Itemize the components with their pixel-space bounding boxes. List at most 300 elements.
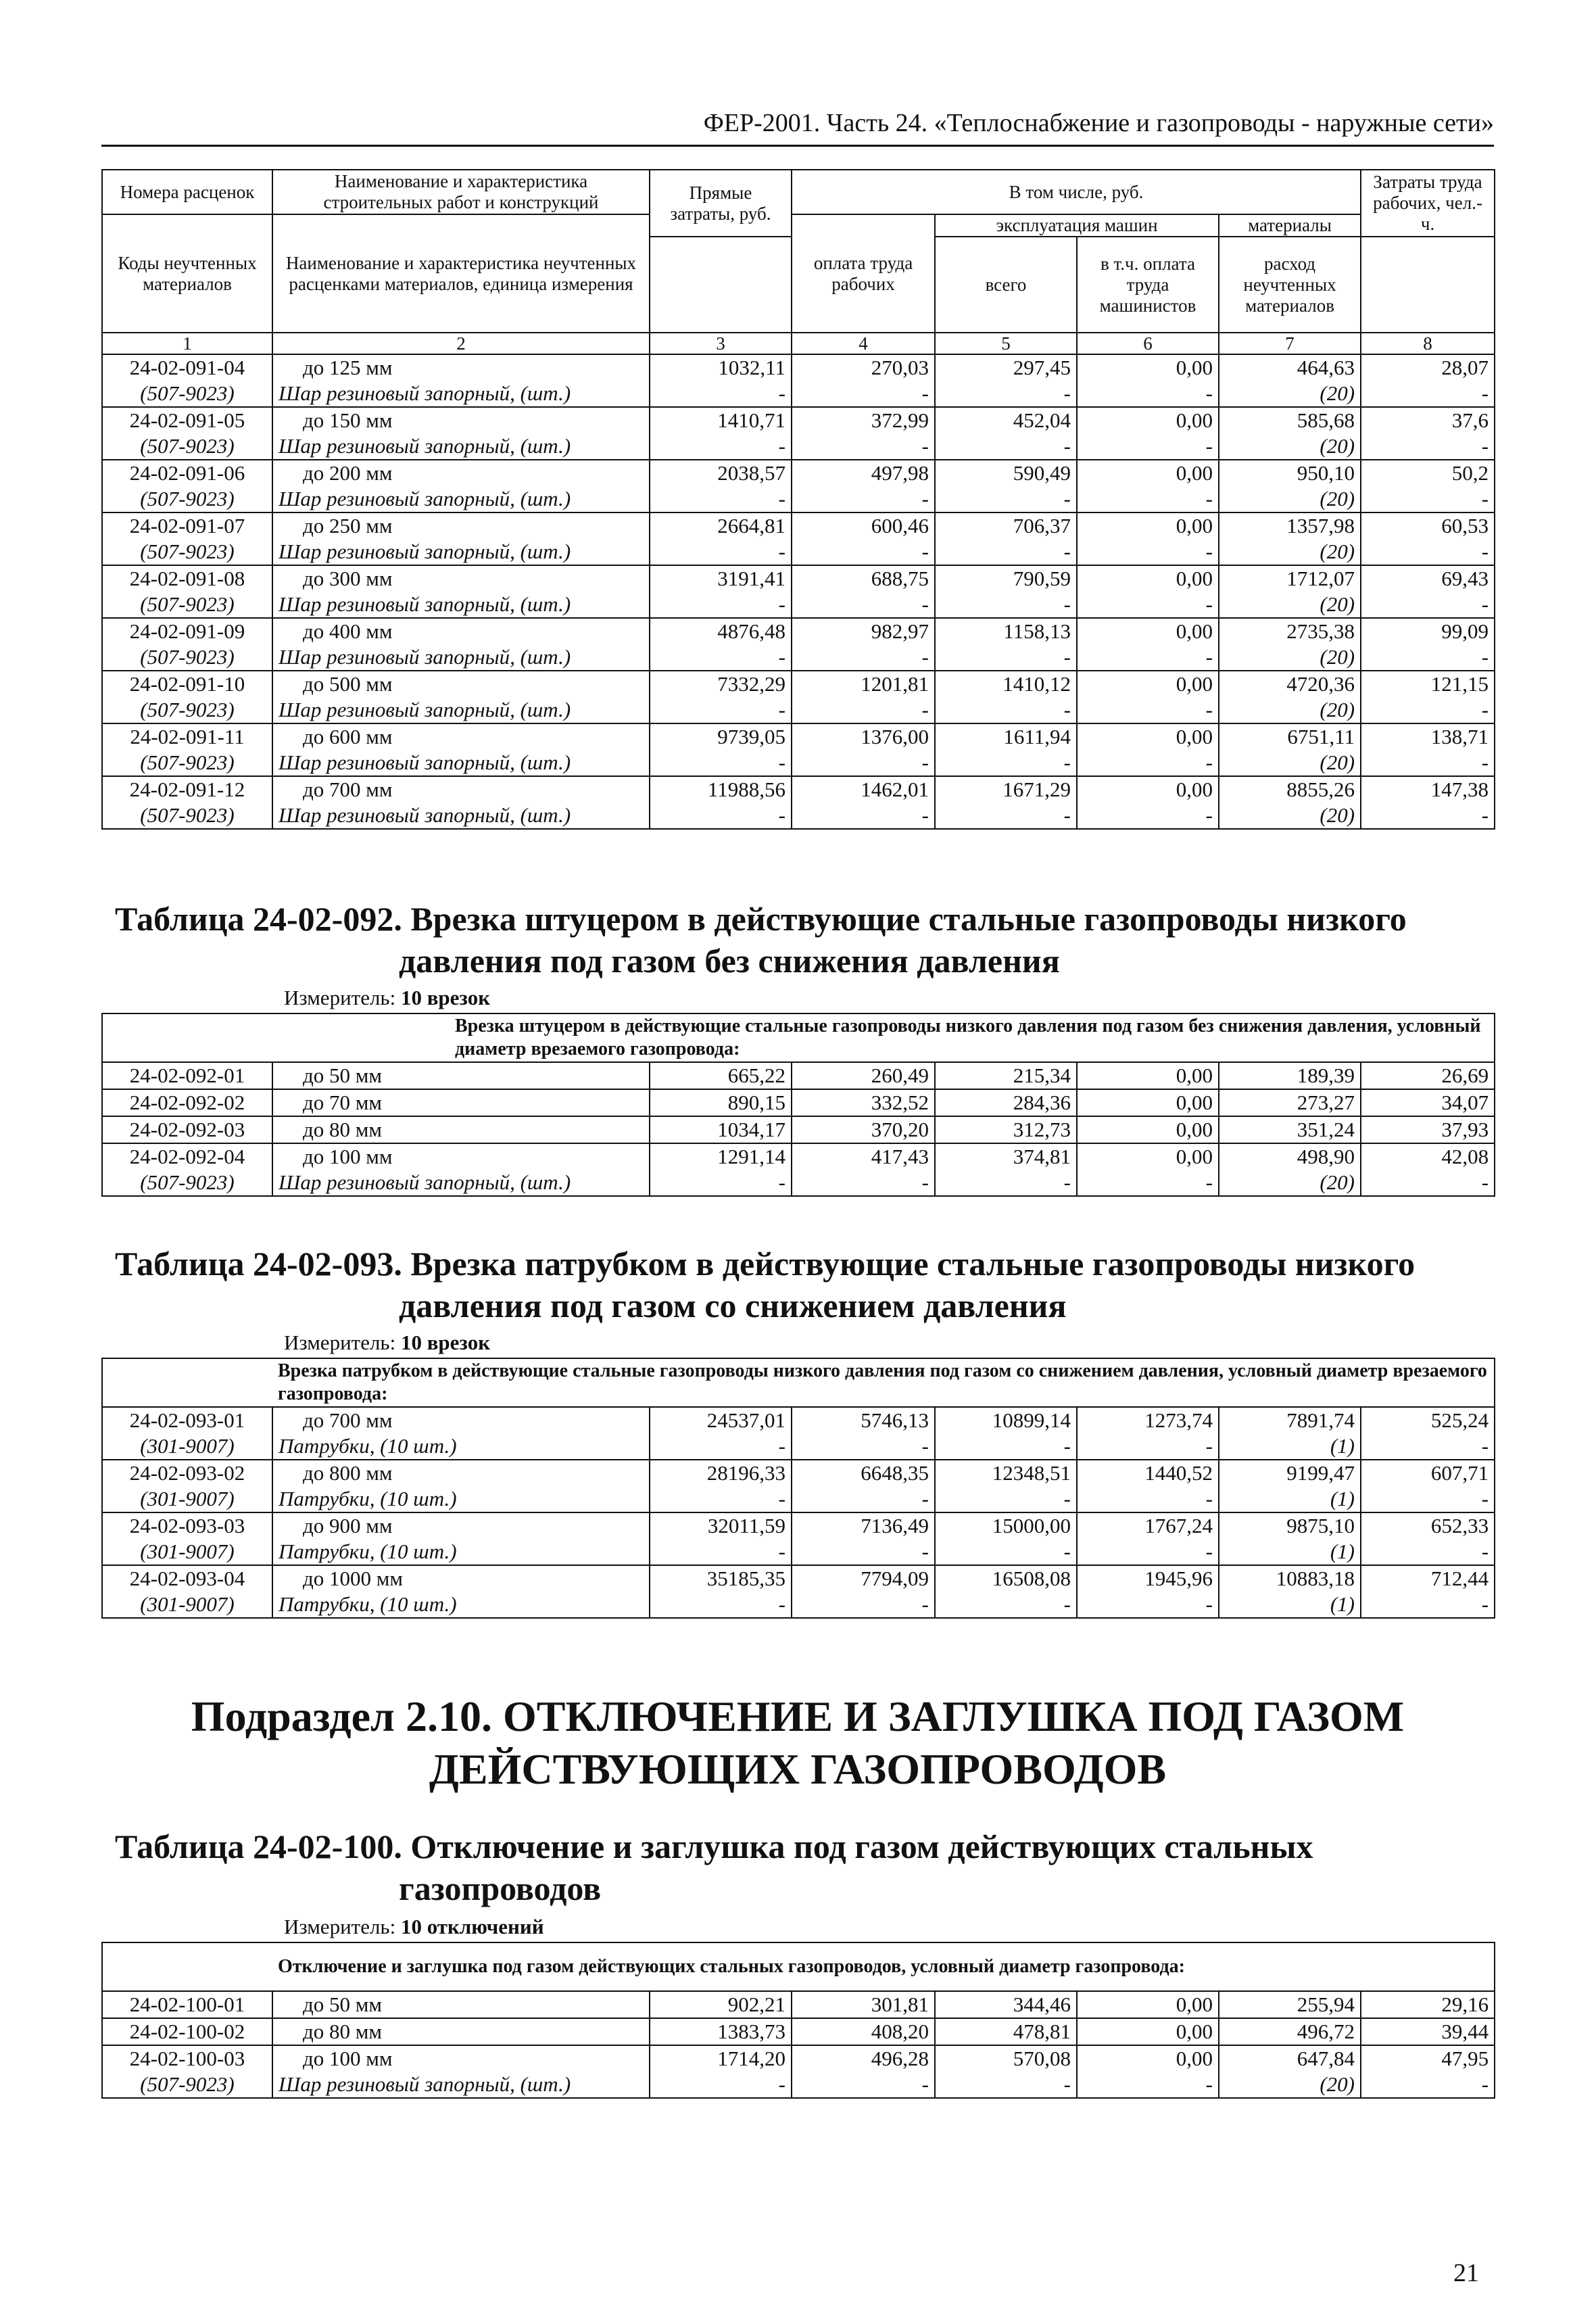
machinist-pay: 0,00 (1077, 1143, 1219, 1170)
dash-cell: - (1077, 697, 1219, 723)
labor-pay: 332,52 (792, 1089, 935, 1116)
meter-100 (284, 1915, 544, 1939)
table-row (102, 1143, 1495, 1170)
dash-cell: - (1361, 1486, 1495, 1512)
table-title-line: давления под газом со снижением давления (399, 1287, 1067, 1324)
col-number: 5 (935, 333, 1077, 354)
labor-pay: 417,43 (792, 1143, 935, 1170)
labor-hours: 37,6 (1361, 407, 1495, 433)
section-description: Отключение и заглушка под газом действующих стальных газопроводов, условный диаметр газопровода: (278, 1956, 1185, 1977)
meter-value: 10 врезок (400, 1331, 491, 1354)
machinist-pay: 0,00 (1077, 2018, 1219, 2045)
subsection-heading (101, 1690, 1494, 1796)
rate-code: 24-02-091-08 (102, 565, 272, 592)
dash-cell: - (650, 697, 792, 723)
meter-value: 10 отключений (400, 1915, 544, 1938)
material-qty: (20) (1219, 381, 1361, 407)
material-row (102, 1486, 1495, 1512)
materials-cost: 2735,38 (1219, 618, 1361, 644)
materials-cost: 351,24 (1219, 1116, 1361, 1143)
dash-cell: - (935, 1539, 1077, 1565)
work-name: до 1000 мм (272, 1565, 650, 1592)
labor-hours: 652,33 (1361, 1512, 1495, 1539)
rate-code: 24-02-091-07 (102, 512, 272, 539)
col-number: 7 (1219, 333, 1361, 354)
material-code: (507-9023) (102, 1170, 272, 1196)
materials-cost: 498,90 (1219, 1143, 1361, 1170)
materials-cost: 9875,10 (1219, 1512, 1361, 1539)
direct-costs: 9739,05 (650, 723, 792, 750)
dash-cell: - (650, 803, 792, 829)
header-name-bottom: Наименование и характеристика неучтенных расценками материалов, единица измерения (272, 214, 650, 333)
labor-hours: 47,95 (1361, 2045, 1495, 2072)
work-name: до 100 мм (272, 1143, 650, 1170)
material-row (102, 1433, 1495, 1460)
dash-cell: - (1361, 1592, 1495, 1618)
dash-cell: - (935, 2072, 1077, 2098)
dash-cell: - (792, 803, 935, 829)
dash-cell: - (935, 381, 1077, 407)
table-row (102, 460, 1495, 486)
material-row (102, 1592, 1495, 1618)
material-row (102, 381, 1495, 407)
machines-total: 790,59 (935, 565, 1077, 592)
materials-cost: 7891,74 (1219, 1407, 1361, 1433)
dash-cell: - (650, 1592, 792, 1618)
dash-cell: - (1077, 803, 1219, 829)
machinist-pay: 0,00 (1077, 1089, 1219, 1116)
dash-cell: - (650, 644, 792, 671)
materials-cost: 255,94 (1219, 1991, 1361, 2018)
material-code: (301-9007) (102, 1592, 272, 1618)
material-row (102, 433, 1495, 460)
materials-cost: 8855,26 (1219, 776, 1361, 803)
dash-cell: - (1361, 381, 1495, 407)
rate-code: 24-02-091-11 (102, 723, 272, 750)
labor-hours: 29,16 (1361, 1991, 1495, 2018)
dash-cell: - (1361, 1433, 1495, 1460)
dash-cell: - (935, 803, 1077, 829)
machinist-pay: 0,00 (1077, 565, 1219, 592)
dash-cell: - (792, 644, 935, 671)
table-body (102, 1062, 1495, 1196)
dash-cell: - (650, 539, 792, 565)
dash-cell: - (1077, 1433, 1219, 1460)
material-name: Шар резиновый запорный, (шт.) (272, 381, 650, 407)
dash-cell: - (1361, 486, 1495, 512)
machinist-pay: 0,00 (1077, 407, 1219, 433)
direct-costs: 28196,33 (650, 1460, 792, 1486)
dash-cell: - (1077, 381, 1219, 407)
dash-cell: - (935, 1486, 1077, 1512)
material-code: (507-9023) (102, 381, 272, 407)
header-name-top: Наименование и характеристика строительных работ и конструкций (272, 170, 650, 214)
labor-pay: 982,97 (792, 618, 935, 644)
dash-cell: - (792, 1592, 935, 1618)
table-body (102, 1991, 1495, 2098)
direct-costs: 7332,29 (650, 671, 792, 697)
dash-cell: - (1361, 1539, 1495, 1565)
material-qty: (20) (1219, 433, 1361, 460)
material-qty: (20) (1219, 1170, 1361, 1196)
meter-label: Измеритель: (284, 1915, 396, 1938)
material-name: Шар резиновый запорный, (шт.) (272, 486, 650, 512)
material-code: (507-9023) (102, 697, 272, 723)
dash-cell: - (1077, 592, 1219, 618)
materials-cost: 10883,18 (1219, 1565, 1361, 1592)
table-row (102, 1089, 1495, 1116)
dash-cell: - (650, 381, 792, 407)
material-name: Шар резиновый запорный, (шт.) (272, 697, 650, 723)
material-code: (507-9023) (102, 644, 272, 671)
material-row (102, 592, 1495, 618)
labor-pay: 260,49 (792, 1062, 935, 1089)
machinist-pay: 0,00 (1077, 1116, 1219, 1143)
materials-cost: 1357,98 (1219, 512, 1361, 539)
header-codes-top: Номера расценок (102, 170, 272, 214)
dash-cell: - (935, 1433, 1077, 1460)
work-name: до 70 мм (272, 1089, 650, 1116)
subsection-line: ДЕЙСТВУЮЩИХ ГАЗОПРОВОДОВ (429, 1745, 1167, 1793)
table-row (102, 1991, 1495, 2018)
dash-cell: - (935, 1170, 1077, 1196)
header-materials: материалы (1219, 214, 1361, 237)
labor-pay: 408,20 (792, 2018, 935, 2045)
labor-hours: 607,71 (1361, 1460, 1495, 1486)
table-row (102, 354, 1495, 381)
dash-cell: - (650, 750, 792, 776)
meter-093 (284, 1331, 490, 1355)
table-row (102, 565, 1495, 592)
direct-costs: 11988,56 (650, 776, 792, 803)
dash-cell: - (650, 592, 792, 618)
machinist-pay: 0,00 (1077, 723, 1219, 750)
material-row (102, 1539, 1495, 1565)
labor-hours: 28,07 (1361, 354, 1495, 381)
direct-costs: 2664,81 (650, 512, 792, 539)
rate-code: 24-02-092-03 (102, 1116, 272, 1143)
col-number: 2 (272, 333, 650, 354)
dash-cell: - (935, 433, 1077, 460)
table-body (102, 1407, 1495, 1618)
direct-costs: 35185,35 (650, 1565, 792, 1592)
material-row (102, 750, 1495, 776)
table-row (102, 671, 1495, 697)
work-name: до 50 мм (272, 1062, 650, 1089)
dash-cell: - (1077, 433, 1219, 460)
header-labor-cost: Затраты труда рабочих, чел.-ч. (1361, 170, 1495, 237)
dash-cell: - (792, 433, 935, 460)
header-direct-costs: Прямые затраты, руб. (650, 170, 792, 237)
labor-hours: 37,93 (1361, 1116, 1495, 1143)
header-codes-bottom: Коды неучтенных материалов (102, 214, 272, 333)
material-code: (507-9023) (102, 486, 272, 512)
table-row (102, 723, 1495, 750)
dash-cell: - (792, 750, 935, 776)
work-name: до 900 мм (272, 1512, 650, 1539)
labor-hours: 525,24 (1361, 1407, 1495, 1433)
material-row (102, 697, 1495, 723)
rate-code: 24-02-100-02 (102, 2018, 272, 2045)
machinist-pay: 0,00 (1077, 1991, 1219, 2018)
work-name: до 100 мм (272, 2045, 650, 2072)
material-code: (507-9023) (102, 2072, 272, 2098)
work-name: до 700 мм (272, 776, 650, 803)
labor-pay: 1462,01 (792, 776, 935, 803)
direct-costs: 665,22 (650, 1062, 792, 1089)
direct-costs: 1383,73 (650, 2018, 792, 2045)
labor-hours: 712,44 (1361, 1565, 1495, 1592)
table-title-line: Таблица 24-02-093. Врезка патрубком в действующие стальные газопроводы низкого (115, 1245, 1416, 1283)
labor-pay: 6648,35 (792, 1460, 935, 1486)
desc-spacer (102, 1942, 272, 1991)
rate-code: 24-02-092-02 (102, 1089, 272, 1116)
dash-cell: - (1077, 1170, 1219, 1196)
rates-table-091 (101, 169, 1495, 830)
rate-code: 24-02-091-09 (102, 618, 272, 644)
rate-code: 24-02-093-02 (102, 1460, 272, 1486)
labor-hours: 69,43 (1361, 565, 1495, 592)
running-header: ФЕР-2001. Часть 24. «Теплоснабжение и газопроводы - наружные сети» (101, 108, 1494, 147)
material-row (102, 539, 1495, 565)
col-number: 6 (1077, 333, 1219, 354)
material-code: (301-9007) (102, 1539, 272, 1565)
machines-total: 590,49 (935, 460, 1077, 486)
dash-cell: - (1077, 2072, 1219, 2098)
meter-092 (284, 986, 490, 1010)
dash-cell: - (1077, 1592, 1219, 1618)
material-code: (507-9023) (102, 592, 272, 618)
direct-costs: 24537,01 (650, 1407, 792, 1433)
direct-costs: 4876,48 (650, 618, 792, 644)
dash-cell: - (650, 1486, 792, 1512)
subsection-line: Подраздел 2.10. ОТКЛЮЧЕНИЕ И ЗАГЛУШКА ПОД ГАЗОМ (191, 1692, 1405, 1740)
materials-cost: 1712,07 (1219, 565, 1361, 592)
table-row (102, 512, 1495, 539)
table-row (102, 2045, 1495, 2072)
machinist-pay: 0,00 (1077, 460, 1219, 486)
rate-code: 24-02-091-10 (102, 671, 272, 697)
table-row (102, 618, 1495, 644)
work-name: до 125 мм (272, 354, 650, 381)
material-qty: (20) (1219, 486, 1361, 512)
material-code: (507-9023) (102, 803, 272, 829)
dash-cell: - (792, 486, 935, 512)
dash-cell: - (650, 1170, 792, 1196)
materials-cost: 189,39 (1219, 1062, 1361, 1089)
materials-cost: 950,10 (1219, 460, 1361, 486)
dash-cell: - (1361, 803, 1495, 829)
dash-cell: - (935, 750, 1077, 776)
col-number: 1 (102, 333, 272, 354)
header-labor-empty (1361, 237, 1495, 333)
material-code: (507-9023) (102, 750, 272, 776)
machines-total: 1611,94 (935, 723, 1077, 750)
header-machines-total: всего (935, 237, 1077, 333)
work-name: до 80 мм (272, 1116, 650, 1143)
col-number: 4 (792, 333, 935, 354)
labor-pay: 497,98 (792, 460, 935, 486)
table-header (102, 170, 1495, 333)
header-machinist-pay: в т.ч. оплата труда машинистов (1077, 237, 1219, 333)
machinist-pay: 1440,52 (1077, 1460, 1219, 1486)
material-row (102, 1170, 1495, 1196)
labor-pay: 370,20 (792, 1116, 935, 1143)
labor-pay: 7794,09 (792, 1565, 935, 1592)
dash-cell: - (1361, 750, 1495, 776)
page-number: 21 (1453, 2259, 1479, 2287)
work-name: до 80 мм (272, 2018, 650, 2045)
machines-total: 15000,00 (935, 1512, 1077, 1539)
meter-label: Измеритель: (284, 986, 396, 1009)
rate-code: 24-02-093-03 (102, 1512, 272, 1539)
direct-costs: 1034,17 (650, 1116, 792, 1143)
rate-code: 24-02-091-04 (102, 354, 272, 381)
labor-pay: 270,03 (792, 354, 935, 381)
table-row (102, 1460, 1495, 1486)
dash-cell: - (792, 1486, 935, 1512)
machinist-pay: 0,00 (1077, 618, 1219, 644)
direct-costs: 1410,71 (650, 407, 792, 433)
materials-cost: 464,63 (1219, 354, 1361, 381)
machinist-pay: 1945,96 (1077, 1565, 1219, 1592)
col-number: 3 (650, 333, 792, 354)
dash-cell: - (1077, 750, 1219, 776)
dash-cell: - (792, 697, 935, 723)
work-name: до 500 мм (272, 671, 650, 697)
meter-value: 10 врезок (400, 986, 491, 1009)
table-title-line: Таблица 24-02-100. Отключение и заглушка под газом действующих стальных (115, 1828, 1313, 1865)
labor-pay: 372,99 (792, 407, 935, 433)
machinist-pay: 0,00 (1077, 671, 1219, 697)
machines-total: 1410,12 (935, 671, 1077, 697)
dash-cell: - (1077, 1486, 1219, 1512)
dash-cell: - (935, 592, 1077, 618)
material-name: Шар резиновый запорный, (шт.) (272, 803, 650, 829)
dash-cell: - (792, 2072, 935, 2098)
machinist-pay: 0,00 (1077, 776, 1219, 803)
section-description: Врезка штуцером в действующие стальные газопроводы низкого давления под газом без снижения давления, условный диаметр врезаемого газопровода: (455, 1016, 1481, 1059)
rates-table-092 (101, 1013, 1495, 1197)
dash-cell: - (792, 592, 935, 618)
material-name: Шар резиновый запорный, (шт.) (272, 592, 650, 618)
work-name: до 800 мм (272, 1460, 650, 1486)
header-incl: В том числе, руб. (792, 170, 1361, 214)
header-machines: эксплуатация машин (935, 214, 1219, 237)
desc-spacer (102, 1013, 272, 1062)
dash-cell: - (792, 1170, 935, 1196)
dash-cell: - (792, 1539, 935, 1565)
direct-costs: 1291,14 (650, 1143, 792, 1170)
dash-cell: - (650, 486, 792, 512)
machines-total: 10899,14 (935, 1407, 1077, 1433)
machines-total: 12348,51 (935, 1460, 1077, 1486)
material-name: Шар резиновый запорный, (шт.) (272, 433, 650, 460)
machines-total: 478,81 (935, 2018, 1077, 2045)
materials-cost: 647,84 (1219, 2045, 1361, 2072)
machines-total: 706,37 (935, 512, 1077, 539)
material-qty: (20) (1219, 750, 1361, 776)
rate-code: 24-02-091-06 (102, 460, 272, 486)
labor-hours: 60,53 (1361, 512, 1495, 539)
material-name: Шар резиновый запорный, (шт.) (272, 750, 650, 776)
table-row (102, 776, 1495, 803)
material-name: Шар резиновый запорный, (шт.) (272, 2072, 650, 2098)
table-row (102, 1565, 1495, 1592)
machines-total: 570,08 (935, 2045, 1077, 2072)
meter-label: Измеритель: (284, 1331, 396, 1354)
material-name: Патрубки, (10 шт.) (272, 1486, 650, 1512)
materials-cost: 496,72 (1219, 2018, 1361, 2045)
material-row (102, 803, 1495, 829)
material-qty: (20) (1219, 2072, 1361, 2098)
table-row (102, 1062, 1495, 1089)
labor-pay: 301,81 (792, 1991, 935, 2018)
direct-costs: 2038,57 (650, 460, 792, 486)
material-qty: (1) (1219, 1539, 1361, 1565)
direct-costs: 3191,41 (650, 565, 792, 592)
machinist-pay: 1273,74 (1077, 1407, 1219, 1433)
table-body (102, 354, 1495, 829)
table-row (102, 407, 1495, 433)
desc-spacer (102, 1358, 272, 1407)
material-qty: (20) (1219, 803, 1361, 829)
header-direct-empty (650, 237, 792, 333)
dash-cell: - (650, 1539, 792, 1565)
direct-costs: 1032,11 (650, 354, 792, 381)
labor-pay: 496,28 (792, 2045, 935, 2072)
table-title-092 (115, 898, 1407, 982)
direct-costs: 902,21 (650, 1991, 792, 2018)
labor-pay: 7136,49 (792, 1512, 935, 1539)
machinist-pay: 0,00 (1077, 2045, 1219, 2072)
labor-hours: 50,2 (1361, 460, 1495, 486)
machines-total: 452,04 (935, 407, 1077, 433)
material-row (102, 2072, 1495, 2098)
rate-code: 24-02-093-01 (102, 1407, 272, 1433)
labor-hours: 121,15 (1361, 671, 1495, 697)
material-name: Патрубки, (10 шт.) (272, 1433, 650, 1460)
dash-cell: - (1077, 539, 1219, 565)
material-qty: (1) (1219, 1486, 1361, 1512)
machines-total: 284,36 (935, 1089, 1077, 1116)
dash-cell: - (1361, 1170, 1495, 1196)
machines-total: 1158,13 (935, 618, 1077, 644)
labor-hours: 42,08 (1361, 1143, 1495, 1170)
direct-costs: 32011,59 (650, 1512, 792, 1539)
machines-total: 374,81 (935, 1143, 1077, 1170)
material-name: Патрубки, (10 шт.) (272, 1592, 650, 1618)
labor-pay: 688,75 (792, 565, 935, 592)
materials-cost: 9199,47 (1219, 1460, 1361, 1486)
dash-cell: - (1361, 2072, 1495, 2098)
direct-costs: 1714,20 (650, 2045, 792, 2072)
table-title-093 (115, 1243, 1415, 1327)
work-name: до 150 мм (272, 407, 650, 433)
machinist-pay: 0,00 (1077, 354, 1219, 381)
machines-total: 312,73 (935, 1116, 1077, 1143)
labor-pay: 1201,81 (792, 671, 935, 697)
labor-hours: 138,71 (1361, 723, 1495, 750)
dash-cell: - (935, 539, 1077, 565)
labor-hours: 26,69 (1361, 1062, 1495, 1089)
material-row (102, 486, 1495, 512)
machinist-pay: 0,00 (1077, 1062, 1219, 1089)
labor-pay: 600,46 (792, 512, 935, 539)
material-qty: (20) (1219, 697, 1361, 723)
rate-code: 24-02-091-12 (102, 776, 272, 803)
dash-cell: - (1361, 433, 1495, 460)
